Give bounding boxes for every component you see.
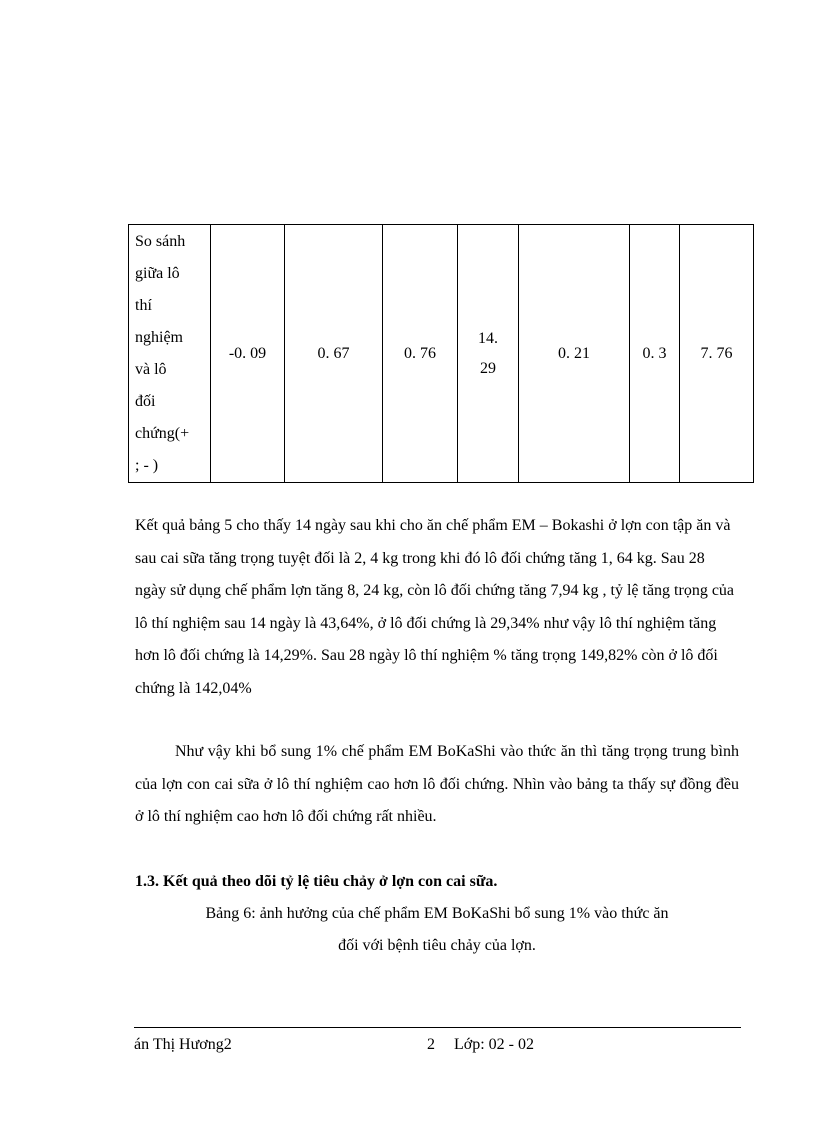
row-label-line: đối [135,392,156,410]
section-heading: 1.3. Kết quả theo dõi tỷ lệ tiêu chảy ở lợn con cai sữa. [135,873,498,890]
footer-author: án Thị Hương2 [134,1036,232,1053]
table-cell: -0. 09 [211,225,285,483]
row-label-line: chứng(+ [135,424,190,442]
table-cell: 7. 76 [680,225,754,483]
comparison-table [128,224,754,483]
results-paragraph: Kết quả bảng 5 cho thấy 14 ngày sau khi cho ăn chế phẩm EM – Bokashi ở lợn con tập ăn và sau cai sữa tăng trọng tuyệt đối là 2, 4 kg trong khi đó lô đối chứng tăng 1, 64 kg. Sau 28 ngày sử dụng chế phẩm lợn tăng 8, 24 kg, còn lô đối chứng tăng 7,94 kg , tỷ lệ tăng trọng của lô thí nghiệm sau 14 ngày là 43,64%, ở lô đối chứng là 29,34% như vậy lô thí nghiệm tăng hơn lô đối chứng là 14,29%. Sau 28 ngày lô thí nghiệm % tăng trọng 149,82% còn ở lô đối chứng là 142,04% [135,517,735,697]
cell-line: 14. [478,329,498,347]
table-cell: 0. 67 [285,225,383,483]
table-row [129,225,754,483]
table-cell: 0. 3 [630,225,680,483]
row-label-line: nghiệm [135,328,183,346]
caption-line: đối với bệnh tiêu chảy của lợn. [338,937,536,954]
caption-line: Bảng 6: ảnh hưởng của chế phẩm EM BoKaShi bổ sung 1% vào thức ăn [205,905,669,922]
page-number: 2 [427,1036,435,1053]
table-cell: 0. 21 [519,225,630,483]
row-label-line: giữa lô [135,264,180,282]
row-label-line: và lô [135,360,167,378]
row-label-line: ; - ) [135,456,159,474]
table-cell: 0. 76 [383,225,458,483]
cell-line: 29 [480,359,496,377]
table-cell [458,225,519,483]
conclusion-paragraph: Như vậy khi bổ sung 1% chế phẩm EM BoKaShi vào thức ăn thì tăng trọng trung bình của lợn con cai sữa ở lô thí nghiệm cao hơn lô đối chứng. Nhìn vào bảng ta thấy sự đồng đều ở lô thí nghiệm cao hơn lô đối chứng rất nhiều. [135,743,739,825]
row-label-line: thí [135,296,152,314]
footer-class: Lớp: 02 - 02 [454,1036,535,1053]
footer-divider [134,1027,741,1028]
row-label-cell [129,225,211,483]
row-label-line: So sánh [135,232,186,250]
table-caption [135,898,739,962]
